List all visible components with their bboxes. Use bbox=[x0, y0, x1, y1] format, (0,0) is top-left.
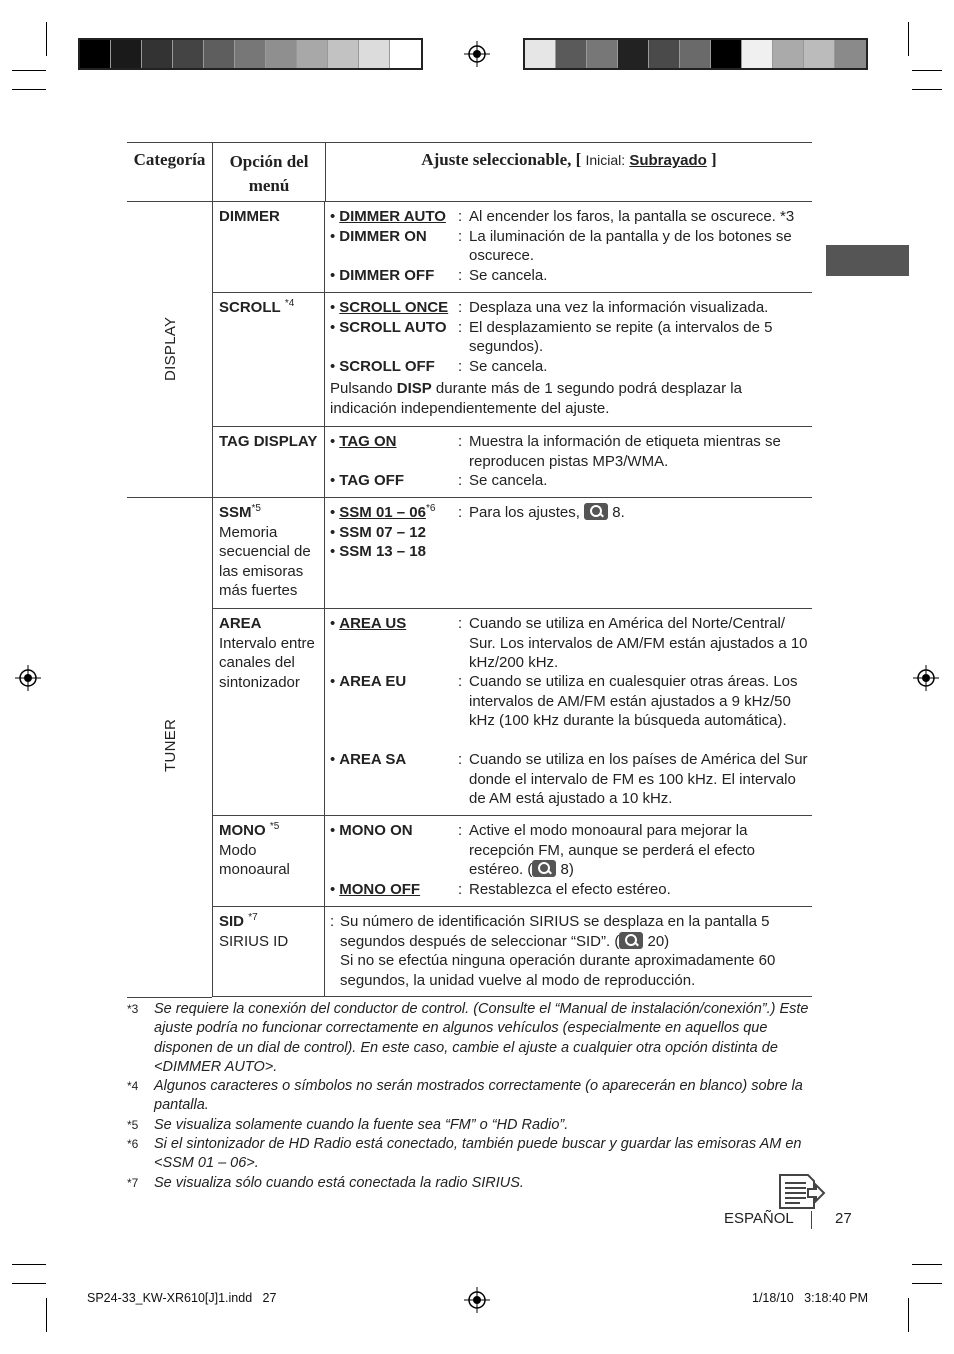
setting-ssm-01-06: • SSM 01 – 06$^{*6}$ : Para los ajustes, 8. bbox=[330, 503, 625, 521]
setting-tag-off: • TAG OFF : Se cancela. bbox=[330, 471, 808, 491]
option-desc: Modo monoaural bbox=[219, 841, 290, 878]
option-label: SCROLL bbox=[219, 299, 281, 316]
registration-mark-icon bbox=[913, 665, 939, 691]
footnote-4 bbox=[127, 1077, 817, 1116]
setting-desc: Restablezca el efecto estéreo. bbox=[469, 880, 671, 898]
option-label: SID bbox=[219, 913, 245, 930]
registration-mark-icon bbox=[464, 1287, 490, 1313]
footnote-ref: *4 bbox=[284, 298, 295, 309]
setting-scroll-off: • SCROLL OFF : Se cancela. bbox=[330, 357, 808, 377]
setting-dimmer-off: • DIMMER OFF : Se cancela. bbox=[330, 266, 808, 286]
crop-mark bbox=[12, 89, 46, 90]
option-desc: Memoria secuencial de las emisoras más fuertes bbox=[219, 523, 311, 599]
row-sid bbox=[212, 906, 812, 997]
color-swatch bbox=[742, 40, 773, 68]
crop-mark bbox=[912, 70, 942, 71]
setting-sid: : Su número de identificación SIRIUS se desplaza en la pantalla 5 segundos después de seleccionar “SID”. ( 20) Si no se efectúa ninguna operación durante aproximadamente 60 segundos, la unidad vuelve al modo de reproducción. bbox=[330, 913, 776, 989]
setting-desc: Se cancela. bbox=[469, 357, 548, 375]
color-swatch bbox=[804, 40, 835, 68]
option-ssm bbox=[212, 497, 325, 608]
color-swatch bbox=[235, 40, 266, 68]
magnifier-icon bbox=[584, 503, 608, 520]
color-swatch bbox=[266, 40, 297, 68]
category-tuner-label: TUNER bbox=[162, 718, 179, 772]
setting-mono-off: • MONO OFF : Restablezca el efecto estéreo. bbox=[330, 880, 808, 900]
disp-key: DISP bbox=[396, 380, 432, 397]
footnote-text: Si el sintonizador de HD Radio está conectado, también puede buscar y guardar las emisoras AM en <SSM 01 – 06>. bbox=[154, 1136, 802, 1172]
setting-tag-on: • TAG ON : Muestra la información de etiqueta mientras se reproducen pistas MP3/WMA. bbox=[330, 432, 808, 471]
color-swatch bbox=[525, 40, 556, 68]
crop-mark bbox=[46, 22, 47, 56]
crop-mark bbox=[908, 22, 909, 56]
setting-dimmer-auto: • DIMMER AUTO : Al encender los faros, la pantalla se oscurece. *3 bbox=[330, 207, 808, 227]
footnote-mark: *7 bbox=[127, 1175, 139, 1190]
setting-desc: Desplaza una vez la información visualizada. bbox=[469, 299, 769, 316]
language-side-tab bbox=[826, 245, 909, 276]
slug-file: SP24-33_KW-XR610[J]1.indd 27 bbox=[87, 1291, 277, 1305]
setting-key: SSM 01 – 06 bbox=[339, 504, 426, 521]
magnifier-icon bbox=[619, 932, 643, 949]
crop-mark bbox=[12, 1264, 46, 1265]
setting-desc: Se cancela. bbox=[469, 472, 548, 489]
setting-key: SCROLL ONCE bbox=[339, 299, 449, 316]
setting-key: DIMMER AUTO bbox=[339, 208, 446, 225]
option-scroll bbox=[212, 292, 325, 426]
note-text: Pulsando bbox=[330, 380, 393, 397]
setting-desc: Se cancela. bbox=[469, 266, 548, 284]
color-bar-right bbox=[523, 38, 868, 70]
setting-area-us: • AREA US : Cuando se utiliza en América del Norte/Central/ Sur. Los intervalos de AM/FM están ajustados a 10 kHz/200 kHz. bbox=[330, 615, 808, 671]
footnotes bbox=[127, 1000, 817, 1193]
color-swatch bbox=[773, 40, 804, 68]
option-label: AREA bbox=[219, 615, 262, 632]
crop-mark bbox=[912, 1264, 942, 1265]
header-settings-title: Ajuste seleccionable, bbox=[421, 150, 572, 169]
footnote-ref: *5 bbox=[269, 821, 280, 832]
setting-ssm-07-12: • SSM 07 – 12 bbox=[330, 523, 426, 541]
row-ssm bbox=[212, 497, 812, 609]
footnote-text: Algunos caracteres o símbolos no serán mostrados correctamente (o aparecerán en blanco) sobre la pantalla. bbox=[154, 1078, 803, 1114]
color-swatch bbox=[587, 40, 618, 68]
category-display bbox=[127, 201, 212, 498]
setting-desc: Active el modo monoaural para mejorar la recepción FM, aunque se perderá el efecto estéreo. ( bbox=[469, 822, 756, 878]
footnote-3 bbox=[127, 1000, 817, 1077]
crop-mark bbox=[12, 1283, 46, 1284]
color-swatch bbox=[835, 40, 866, 68]
color-swatch bbox=[711, 40, 742, 68]
setting-desc: Muestra la información de etiqueta mientras se reproducen pistas MP3/WMA. bbox=[469, 433, 781, 470]
setting-scroll-once: • SCROLL ONCE : Desplaza una vez la información visualizada. bbox=[330, 298, 808, 318]
document-continue-icon bbox=[778, 1172, 826, 1210]
footnote-6 bbox=[127, 1135, 817, 1174]
registration-mark-icon bbox=[15, 665, 41, 691]
color-swatch bbox=[297, 40, 328, 68]
footnote-mark: *3 bbox=[127, 1002, 139, 1016]
category-display-label: DISPLAY bbox=[162, 316, 179, 381]
setting-key: SCROLL AUTO bbox=[339, 318, 447, 336]
option-mono bbox=[212, 815, 325, 906]
color-swatch bbox=[80, 40, 111, 68]
setting-key: SCROLL OFF bbox=[339, 357, 435, 375]
setting-desc: Si no se efectúa ninguna operación durante aproximadamente 60 segundos, la unidad vuelve al modo de reproducción. bbox=[340, 952, 776, 989]
setting-key: MONO OFF bbox=[339, 880, 421, 898]
setting-key: MONO ON bbox=[339, 822, 413, 839]
row-dimmer bbox=[212, 201, 812, 293]
color-swatch bbox=[390, 40, 421, 68]
bracket-open: [ bbox=[575, 150, 582, 169]
page-footer-divider bbox=[811, 1211, 812, 1229]
slug-date: 1/18/10 3:18:40 PM bbox=[752, 1291, 869, 1305]
setting-desc: Cuando se utiliza en América del Norte/Central/ Sur. Los intervalos de AM/FM están ajustados a 10 kHz/200 kHz. bbox=[469, 615, 808, 671]
row-scroll bbox=[212, 292, 812, 427]
setting-ssm-13-18: • SSM 13 – 18 bbox=[330, 543, 426, 560]
footnote-ref: *5 bbox=[251, 503, 261, 514]
header-initial-label: Inicial: bbox=[585, 152, 626, 168]
row-mono bbox=[212, 815, 812, 907]
footnote-ref: *6 bbox=[425, 503, 436, 514]
setting-key: AREA EU bbox=[339, 673, 407, 690]
footnote-mark: *4 bbox=[127, 1079, 139, 1094]
option-sid bbox=[212, 906, 325, 997]
crop-mark bbox=[912, 1283, 942, 1284]
option-tag-display bbox=[212, 426, 325, 497]
option-label: DIMMER bbox=[219, 208, 280, 225]
setting-key: SSM 07 – 12 bbox=[339, 523, 426, 541]
color-swatch bbox=[680, 40, 711, 68]
page-language: ESPAÑOL bbox=[724, 1210, 794, 1227]
option-label: TAG DISPLAY bbox=[219, 433, 318, 450]
note-text: durante más de 1 segundo podrá desplazar la indicación independientemente del ajuste. bbox=[330, 380, 742, 417]
color-swatch bbox=[556, 40, 587, 68]
color-swatch bbox=[111, 40, 142, 68]
setting-dimmer-on: • DIMMER ON : La iluminación de la pantalla y de los botones se oscurece. bbox=[330, 227, 808, 266]
setting-desc: Cuando se utiliza en cualesquier otras áreas. Los intervalos de AM/FM están ajustados a 9 kHz/50 kHz (100 kHz durante la búsqueda automática). bbox=[469, 673, 798, 729]
page-ref: 8. bbox=[612, 504, 625, 521]
setting-key: DIMMER OFF bbox=[339, 266, 435, 284]
bracket-close: ] bbox=[711, 150, 717, 169]
setting-key: SSM 13 – 18 bbox=[339, 543, 426, 560]
color-swatch bbox=[649, 40, 680, 68]
page-ref: 20) bbox=[647, 932, 670, 950]
footnote-text: Se requiere la conexión del conductor de control. (Consulte el “Manual de instalación/conexión”.) Este ajuste podría no funcionar correctamente en algunos vehículos (especialmente en aquellos que disponen de un dial de control). En este caso, cambie el ajuste a cualquier otra opción distinta de <DIMMER AUTO>. bbox=[154, 1001, 809, 1075]
setting-mono-on: • MONO ON : Active el modo monoaural para mejorar la recepción FM, aunque se perderá el efecto estéreo. ( 8) bbox=[330, 822, 756, 878]
color-swatch bbox=[328, 40, 359, 68]
option-label: SSM bbox=[219, 504, 252, 521]
option-desc: SIRIUS ID bbox=[219, 932, 289, 950]
registration-mark-icon bbox=[464, 41, 490, 67]
setting-desc: Para los ajustes, bbox=[469, 504, 580, 521]
color-swatch bbox=[359, 40, 390, 68]
color-swatch bbox=[142, 40, 173, 68]
crop-mark bbox=[46, 1298, 47, 1332]
footnote-text: Se visualiza sólo cuando está conectada la radio SIRIUS. bbox=[154, 1174, 524, 1191]
row-tag-display bbox=[212, 426, 812, 498]
setting-scroll-auto: • SCROLL AUTO : El desplazamiento se repite (a intervalos de 5 segundos). bbox=[330, 318, 808, 357]
setting-key: TAG ON bbox=[339, 433, 397, 450]
setting-key: AREA SA bbox=[339, 751, 407, 768]
setting-area-sa: • AREA SA : Cuando se utiliza en los países de América del Sur donde el intervalo de FM es 100 kHz. El intervalo de AM está ajustado a 10 kHz. bbox=[330, 751, 808, 807]
page-number: 27 bbox=[835, 1210, 852, 1227]
option-area bbox=[212, 608, 325, 815]
setting-key: TAG OFF bbox=[339, 472, 404, 489]
crop-mark bbox=[12, 70, 46, 71]
footnote-5 bbox=[127, 1116, 817, 1135]
footnote-7 bbox=[127, 1174, 817, 1193]
magnifier-icon bbox=[532, 860, 556, 877]
color-swatch bbox=[204, 40, 235, 68]
setting-desc: Cuando se utiliza en los países de América del Sur donde el intervalo de FM es 100 kHz. El intervalo de AM está ajustado a 10 kHz. bbox=[469, 751, 808, 807]
crop-mark bbox=[912, 89, 942, 90]
setting-key: DIMMER ON bbox=[339, 227, 427, 245]
scroll-note bbox=[330, 379, 808, 418]
footnote-ref: *7 bbox=[248, 912, 258, 923]
color-swatch bbox=[618, 40, 649, 68]
footnote-mark: *5 bbox=[127, 1117, 139, 1132]
row-area bbox=[212, 608, 812, 816]
option-desc: Intervalo entre canales del sintonizador bbox=[219, 634, 315, 691]
setting-desc: La iluminación de la pantalla y de los botones se oscurece. bbox=[469, 227, 792, 264]
setting-area-eu: • AREA EU : Cuando se utiliza en cualesquier otras áreas. Los intervalos de AM/FM están ajustados a 9 kHz/50 kHz (100 kHz durante la búsqueda automática). bbox=[330, 672, 808, 750]
table-header bbox=[127, 142, 812, 202]
category-tuner bbox=[127, 497, 212, 998]
option-label: MONO bbox=[219, 822, 266, 839]
crop-mark bbox=[908, 1298, 909, 1332]
header-menu-option: Opción del menú bbox=[212, 143, 325, 201]
option-dimmer bbox=[212, 201, 325, 292]
header-underlined-label: Subrayado bbox=[629, 152, 707, 169]
header-category: Categoría bbox=[133, 150, 206, 169]
setting-key: AREA US bbox=[339, 615, 407, 632]
header-settings bbox=[325, 143, 812, 201]
color-bar-left bbox=[78, 38, 423, 70]
setting-desc: El desplazamiento se repite (a intervalos de 5 segundos). bbox=[469, 318, 773, 355]
setting-desc: Al encender los faros, la pantalla se oscurece. *3 bbox=[469, 208, 795, 225]
footnote-text: Se visualiza solamente cuando la fuente sea “FM” o “HD Radio”. bbox=[154, 1116, 569, 1133]
color-swatch bbox=[173, 40, 204, 68]
page-ref: 8) bbox=[560, 861, 574, 878]
setting-desc: Su número de identificación SIRIUS se desplaza en la pantalla 5 segundos después de seleccionar “SID”. ( bbox=[340, 913, 770, 950]
table-bottom-rule bbox=[212, 996, 812, 997]
footnote-mark: *6 bbox=[127, 1137, 139, 1152]
